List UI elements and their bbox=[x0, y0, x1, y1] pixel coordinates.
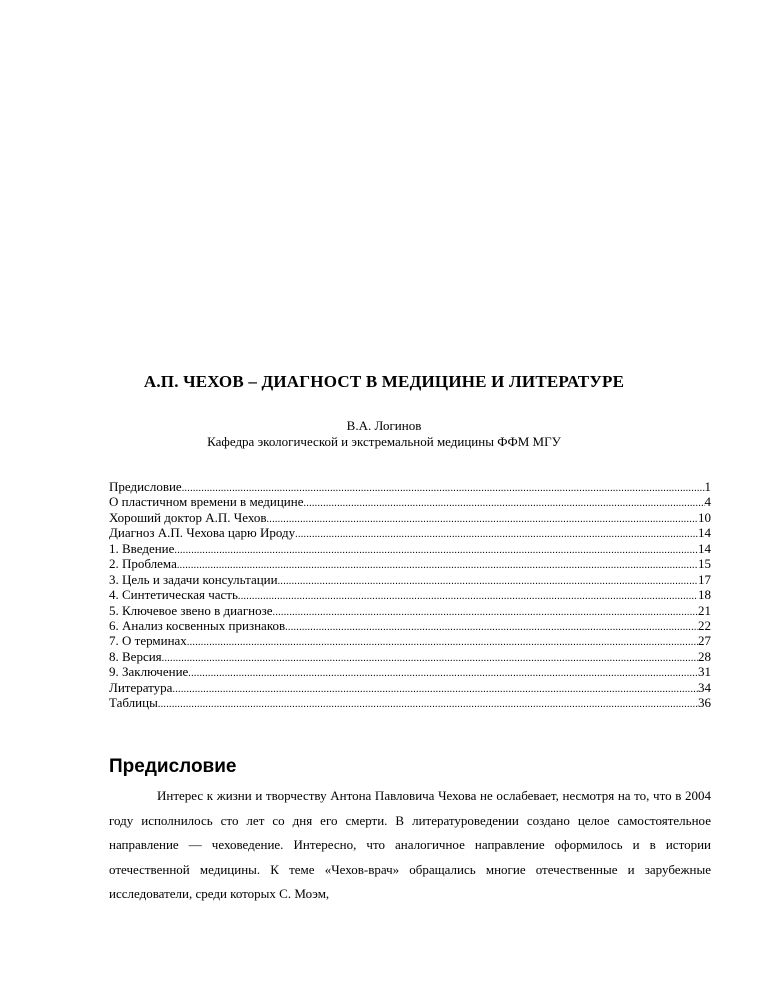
toc-entry[interactable] bbox=[109, 587, 711, 602]
toc-dot-leader bbox=[187, 635, 698, 650]
toc-entry-page: 14 bbox=[698, 525, 711, 541]
toc-dot-leader bbox=[285, 620, 698, 635]
toc-entry-page: 18 bbox=[698, 587, 711, 603]
toc-entry-label: 7. О терминах bbox=[109, 633, 187, 649]
toc-entry[interactable] bbox=[109, 618, 711, 633]
body-paragraph: Интерес к жизни и творчеству Антона Павловича Чехова не ослабевает, несмотря на то, что в 2004 году исполнилось сто лет со дня его смерти. В литературоведении создано целое самостоятельное направление — чеховедение. Интересно, что аналогичное направление оформилось и в истории отечественной медицины. К теме «Чехов-врач» обращались многие отечественные и зарубежные исследователи, среди которых С. Моэм, bbox=[109, 788, 711, 902]
toc-entry-label: Диагноз А.П. Чехова царю Ироду bbox=[109, 525, 296, 541]
toc-dot-leader bbox=[188, 666, 698, 681]
author-name: В.А. Логинов bbox=[346, 418, 422, 433]
toc-entry-page: 22 bbox=[698, 617, 711, 633]
toc-dot-leader bbox=[172, 682, 698, 697]
section-heading: Предисловие bbox=[109, 756, 237, 777]
toc-entry[interactable] bbox=[109, 479, 711, 494]
toc-entry[interactable] bbox=[109, 603, 711, 618]
toc-entry[interactable] bbox=[109, 525, 711, 540]
toc-entry-page: 36 bbox=[698, 695, 711, 711]
toc-dot-leader bbox=[303, 496, 704, 511]
toc-entry-label: 4. Синтетическая часть bbox=[109, 587, 238, 603]
document-title: А.П. ЧЕХОВ – ДИАГНОСТ В МЕДИЦИНЕ И ЛИТЕРАТУРЕ bbox=[143, 372, 625, 391]
toc-entry-page: 27 bbox=[698, 633, 711, 649]
toc-dot-leader bbox=[295, 527, 698, 542]
author-affiliation: Кафедра экологической и экстремальной медицины ФФМ МГУ bbox=[207, 434, 561, 449]
toc-entry[interactable] bbox=[109, 510, 711, 525]
toc-entry[interactable] bbox=[109, 649, 711, 664]
toc-entry-label: 9. Заключение bbox=[109, 664, 189, 680]
toc-entry-label: 5. Ключевое звено в диагнозе bbox=[109, 602, 273, 618]
toc-entry[interactable] bbox=[109, 695, 711, 710]
toc-entry-page: 15 bbox=[698, 556, 711, 572]
toc-dot-leader bbox=[273, 605, 698, 620]
toc-entry[interactable] bbox=[109, 541, 711, 556]
toc-entry-label: Предисловие bbox=[109, 479, 182, 494]
toc-entry-label: 6. Анализ косвенных признаков bbox=[109, 617, 286, 633]
toc-entry-page: 31 bbox=[698, 664, 711, 680]
toc-entry[interactable] bbox=[109, 572, 711, 587]
toc-entry-page: 10 bbox=[698, 509, 711, 525]
toc-entry[interactable] bbox=[109, 556, 711, 571]
toc-entry-page: 17 bbox=[698, 571, 711, 587]
toc-dot-leader bbox=[174, 543, 698, 558]
toc-dot-leader bbox=[266, 512, 698, 527]
toc-entry-label: 3. Цель и задачи консультации bbox=[109, 571, 278, 587]
toc-entry-label: 8. Версия bbox=[109, 648, 162, 664]
toc-entry[interactable] bbox=[109, 664, 711, 679]
toc-entry-page: 1 bbox=[704, 479, 711, 494]
toc-entry-label: Литература bbox=[109, 679, 173, 695]
toc-dot-leader bbox=[158, 697, 698, 712]
toc-entry-page: 14 bbox=[698, 540, 711, 556]
toc-entry-label: 1. Введение bbox=[109, 540, 175, 556]
toc-entry-label: 2. Проблема bbox=[109, 556, 177, 572]
toc-dot-leader bbox=[278, 574, 698, 589]
table-of-contents bbox=[109, 479, 711, 711]
toc-entry-page: 34 bbox=[698, 679, 711, 695]
toc-entry-page: 28 bbox=[698, 648, 711, 664]
toc-entry[interactable] bbox=[109, 633, 711, 648]
toc-entry-label: Таблицы bbox=[109, 695, 158, 711]
toc-dot-leader bbox=[238, 589, 698, 604]
toc-entry-label: О пластичном времени в медицине bbox=[109, 494, 304, 510]
toc-entry[interactable] bbox=[109, 680, 711, 695]
toc-dot-leader bbox=[162, 651, 698, 666]
toc-entry-page: 21 bbox=[698, 602, 711, 618]
toc-entry-page: 4 bbox=[704, 494, 711, 510]
toc-entry-label: Хороший доктор А.П. Чехов bbox=[109, 509, 267, 525]
toc-entry[interactable] bbox=[109, 494, 711, 509]
